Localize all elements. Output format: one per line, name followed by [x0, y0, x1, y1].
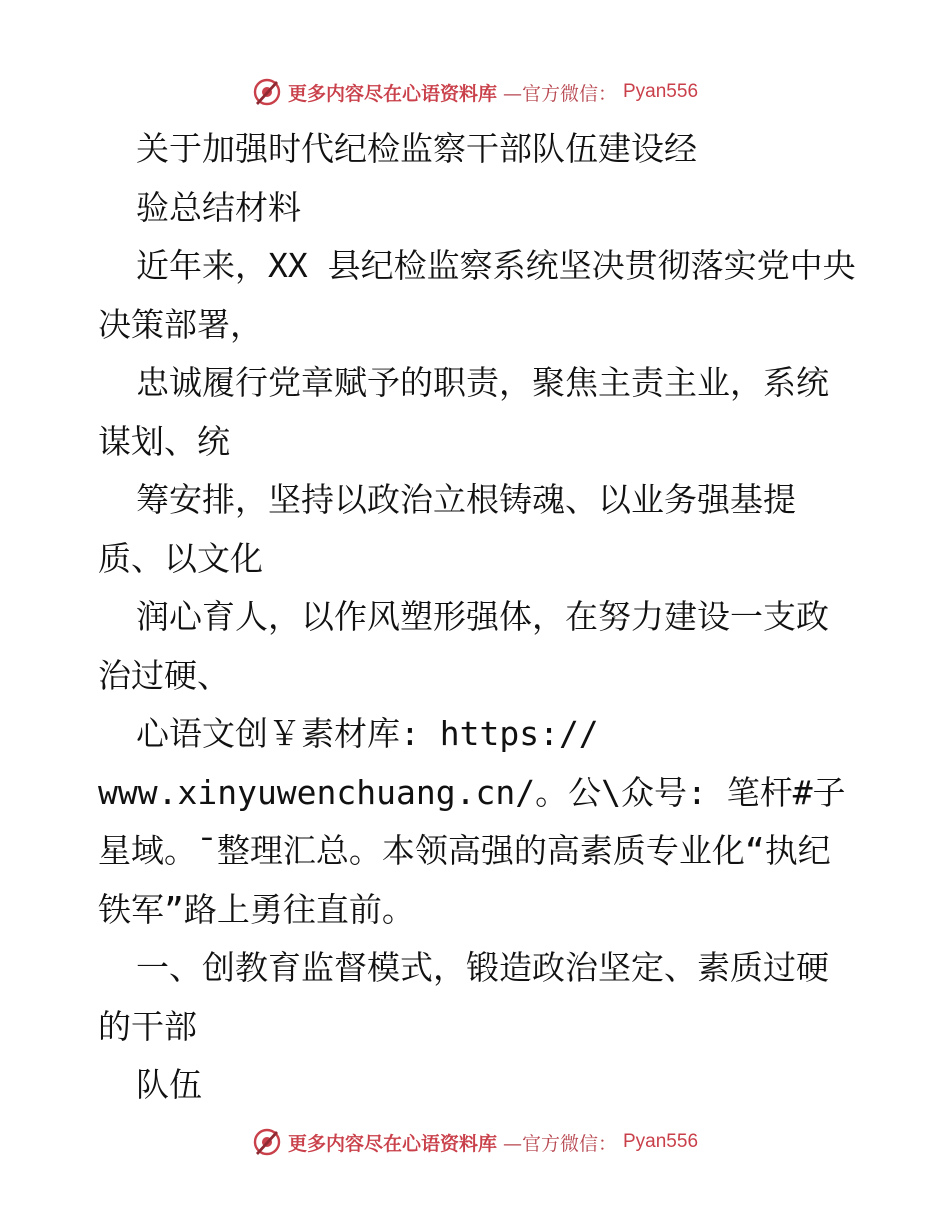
- quill-pen-icon: [252, 77, 282, 107]
- header-brand-text: 更多内容尽在心语资料库: [287, 82, 497, 105]
- footer-wechat-id: Pyan556: [623, 1131, 699, 1152]
- header-brand: [252, 77, 698, 107]
- page-footer: [0, 1122, 950, 1162]
- page-header: [0, 72, 950, 112]
- doc-paragraph-6: www.xinyuwenchuang.cn/。公\众号: 笔杆#子星域。¯整理汇总。本领高强的高素质专业化“执纪铁军”路上勇往直前。: [98, 772, 846, 929]
- header-tagline: —官方微信：: [502, 82, 617, 105]
- quill-pen-icon: [252, 1127, 282, 1157]
- doc-paragraph-2: 忠诚履行党章赋予的职责，聚焦主责主业，系统谋划、统: [98, 363, 829, 461]
- footer-brand: [252, 1127, 698, 1157]
- document-body: [98, 120, 858, 1115]
- doc-paragraph-4: 润心育人，以作风塑形强体，在努力建设一支政治过硬、: [98, 597, 829, 695]
- doc-title-line-2: 验总结材料: [136, 187, 301, 227]
- footer-tagline: —官方微信：: [502, 1132, 617, 1155]
- doc-paragraph-1: 近年来，XX 县纪检监察系统坚决贯彻落实党中央决策部署，: [98, 246, 856, 344]
- header-wechat-id: Pyan556: [623, 81, 699, 102]
- footer-brand-text: 更多内容尽在心语资料库: [287, 1132, 497, 1155]
- doc-paragraph-3: 筹安排，坚持以政治立根铸魂、以业务强基提质、以文化: [98, 480, 796, 578]
- doc-section-heading-1-cont: 队伍: [136, 1065, 202, 1104]
- doc-section-heading-1: 一、创教育监督模式，锻造政治坚定、素质过硬的干部: [98, 948, 829, 1046]
- doc-title-line-1: 关于加强时代纪检监察干部队伍建设经: [136, 129, 697, 168]
- doc-paragraph-5: 心语文创￥素材库: https://: [136, 714, 599, 753]
